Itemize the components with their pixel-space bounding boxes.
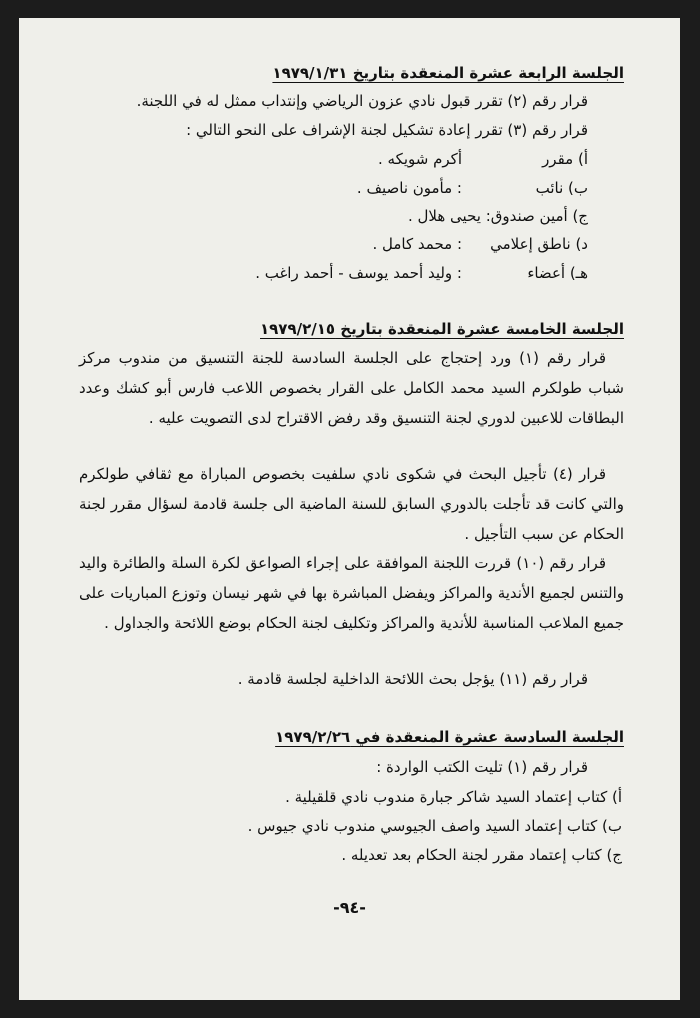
session-14-heading: الجلسة الرابعة عشرة المنعقدة بتاريخ ١٩٧٩/١/٣١ (272, 64, 624, 82)
decision-10-paragraph: قرار رقم (١٠) قررت اللجنة الموافقة على إجراء الصواعق لكرة السلة والطائرة واليد والتنس لجميع الأندية والمراكز ويفضل المباشرة بها في شهر نيسان وتوزع المباريات على جميع الملاعب المناسبة للأندية والمراكز وتكليف لجنة الحكام بوضع اللائحة والجداول . (79, 554, 624, 632)
decision-3-text: قرار رقم (٣) تقرر إعادة تشكيل لجنة الإشراف على النحو التالي : (186, 121, 588, 139)
member-d-value: : محمد كامل . (372, 235, 462, 253)
member-a-value: أكرم شويكه . (378, 150, 462, 168)
letter-a: أ) كتاب إعتماد السيد شاكر جبارة مندوب نادي قلقيلية . (285, 788, 622, 806)
decision-1-paragraph: قرار رقم (١) ورد إحتجاج على الجلسة السادسة للجنة التنسيق من مندوب مركز شباب طولكرم السيد محمد الكامل على القرار بخصوص اللاعب فارس أبو كشك وعدد البطاقات للاعبين لدوري لجنة التنسيق وقد رفض الاقتراح لدى التصويت عليه . (79, 349, 624, 427)
document-page (19, 18, 680, 1000)
decision-4-paragraph: قرار (٤) تأجيل البحث في شكوى نادي سلفيت بخصوص المباراة مع ثقافي طولكرم والتي كانت قد تأجلت بالدوري السابق للسنة الماضية الى جلسة قادمة لسؤال مقرر لجنة الحكام عن سبب التأجيل . (79, 465, 624, 543)
member-a-label: أ) مقرر (542, 150, 588, 168)
decision-11-text: قرار رقم (١١) يؤجل بحث اللائحة الداخلية لجلسة قادمة . (237, 670, 588, 688)
member-b-value: : مأمون ناصيف . (356, 179, 462, 197)
session-16-decision-1: قرار رقم (١) تليت الكتب الواردة : (376, 758, 588, 776)
page-number: -٩٤- (333, 898, 366, 917)
session-15-heading: الجلسة الخامسة عشرة المنعقدة بتاريخ ١٩٧٩/٢/١٥ (260, 320, 624, 338)
letter-b: ب) كتاب إعتماد السيد واصف الجيوسي مندوب نادي جيوس . (247, 817, 622, 835)
member-e-label: هـ) أعضاء (527, 264, 588, 282)
letter-c: ج) كتاب إعتماد مقرر لجنة الحكام بعد تعديله . (341, 846, 622, 864)
session-16-heading: الجلسة السادسة عشرة المنعقدة في ١٩٧٩/٢/٢٦ (275, 728, 624, 746)
member-e-value: : وليد أحمد يوسف - أحمد راغب . (255, 264, 462, 282)
member-b-label: ب) نائب (535, 179, 588, 197)
member-c-line: ج) أمين صندوق: يحيى هلال . (407, 207, 588, 225)
member-d-label: د) ناطق إعلامي (490, 235, 588, 253)
decision-2-text: قرار رقم (٢) تقرر قبول نادي عزون الرياضي وإنتداب ممثل له في اللجنة. (136, 92, 588, 110)
